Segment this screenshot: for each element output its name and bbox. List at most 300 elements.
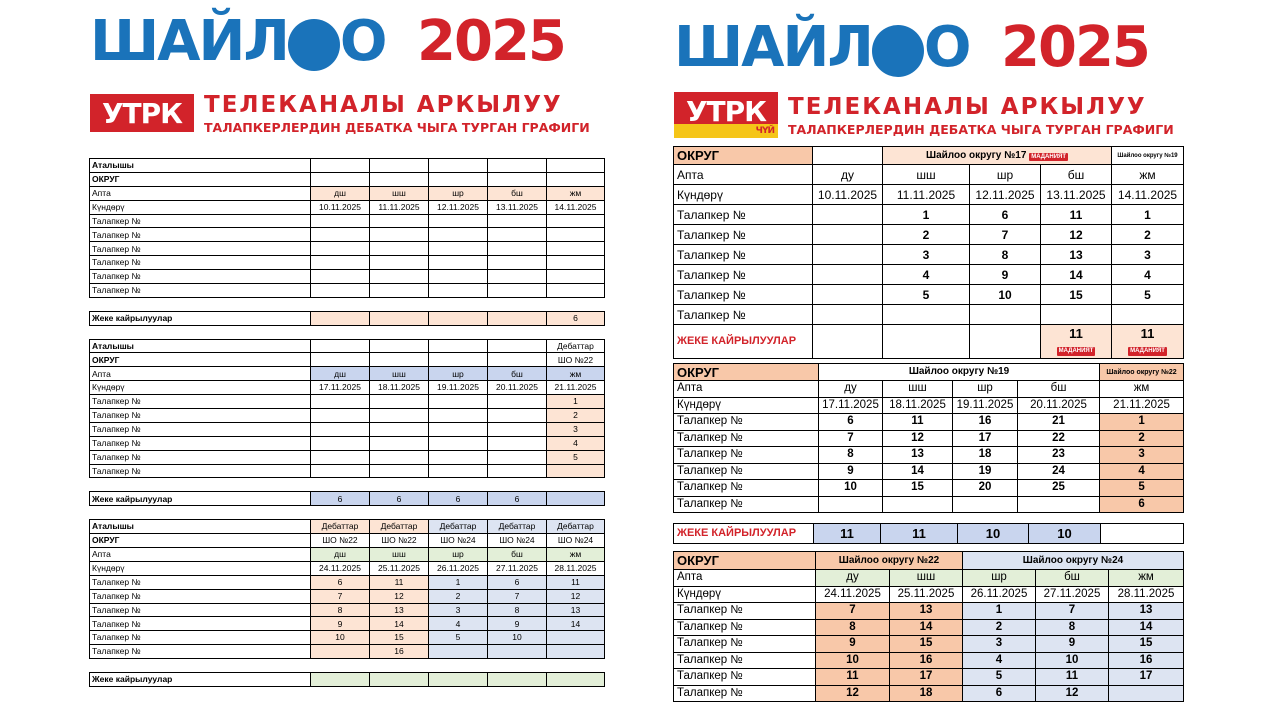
table-cell: 25.11.2025: [890, 586, 963, 603]
table-cell: 5: [429, 631, 488, 645]
table-cell: ду: [813, 165, 883, 185]
table-cell: бш: [488, 186, 547, 200]
table-cell: Дебаттар: [547, 339, 605, 353]
table-cell: 1: [1100, 414, 1184, 431]
table-cell: Апта: [90, 547, 311, 561]
table-cell: 14: [890, 619, 963, 636]
table-cell: 18.11.2025: [883, 397, 953, 414]
left-schedule-table: [89, 158, 605, 687]
table-cell: 5: [883, 285, 970, 305]
table-cell: Дебаттар: [370, 520, 429, 534]
table-cell: 11 МАДАНИЯТ: [1112, 325, 1184, 359]
table-cell: [488, 311, 547, 325]
table-row: [90, 547, 605, 561]
table-cell: 11: [1041, 205, 1112, 225]
table-cell: 3: [883, 245, 970, 265]
table-cell: Талапкер №: [674, 430, 819, 447]
table-cell: [429, 228, 488, 242]
table-row: [674, 185, 1184, 205]
table-cell: Талапкер №: [90, 242, 311, 256]
table-cell: Талапкер №: [90, 395, 311, 409]
table-cell: 11.11.2025: [370, 200, 429, 214]
table-row: [90, 478, 605, 492]
table-cell: 13.11.2025: [488, 200, 547, 214]
table-cell: [90, 297, 311, 311]
table-cell: [1109, 685, 1184, 702]
table-row: [90, 339, 605, 353]
table-cell: 8: [819, 447, 883, 464]
table-row: [674, 205, 1184, 225]
table-cell: [488, 436, 547, 450]
table-cell: [370, 270, 429, 284]
table-row: [674, 447, 1184, 464]
table-cell: [311, 256, 370, 270]
table-cell: 2: [429, 589, 488, 603]
table-cell: [488, 214, 547, 228]
table-row: [674, 430, 1184, 447]
table-cell: [429, 172, 488, 186]
table-cell: [429, 422, 488, 436]
table-cell: Жеке кайрылуулар: [90, 492, 311, 506]
table-cell: 7: [488, 589, 547, 603]
table-cell: [311, 339, 370, 353]
table-cell: 3: [963, 636, 1036, 653]
table-cell: [429, 450, 488, 464]
table-cell: [547, 506, 605, 520]
table-cell: [429, 297, 488, 311]
title-year: 2025: [417, 9, 565, 74]
table-cell: [488, 353, 547, 367]
table-cell: [488, 422, 547, 436]
table-cell: [429, 464, 488, 478]
table-cell: 10: [958, 524, 1029, 544]
table-cell: [311, 214, 370, 228]
table-cell: Талапкер №: [90, 422, 311, 436]
table-cell: 16: [1109, 652, 1184, 669]
table-cell: дш: [311, 367, 370, 381]
table-cell: [429, 353, 488, 367]
table-cell: [488, 339, 547, 353]
table-cell: Күндөрү: [674, 397, 819, 414]
table-row: [90, 284, 605, 298]
table-cell: 10: [311, 631, 370, 645]
table-row: [674, 685, 1184, 702]
table-cell: [970, 305, 1041, 325]
table-cell: [813, 265, 883, 285]
table-cell: [429, 284, 488, 298]
table-cell: 14.11.2025: [547, 200, 605, 214]
table-row: [674, 586, 1184, 603]
table-cell: 8: [816, 619, 890, 636]
table-cell: [311, 172, 370, 186]
table-cell: 28.11.2025: [547, 561, 605, 575]
table-cell: [429, 214, 488, 228]
table-cell: Аталышы: [90, 159, 311, 173]
table-cell: шш: [890, 570, 963, 587]
table-cell: 14.11.2025: [1112, 185, 1184, 205]
table-cell: [311, 478, 370, 492]
table-row: [90, 172, 605, 186]
table-cell: 10.11.2025: [813, 185, 883, 205]
table-row: [90, 645, 605, 659]
table-cell: 11: [1036, 669, 1109, 686]
table-cell: 25: [1018, 480, 1100, 497]
table-cell: Талапкер №: [674, 245, 813, 265]
table-row: [90, 214, 605, 228]
table-cell: Талапкер №: [674, 285, 813, 305]
table-cell: шр: [953, 381, 1018, 398]
table-cell: [813, 245, 883, 265]
table-cell: [488, 284, 547, 298]
table-cell: ШО №22: [547, 353, 605, 367]
table-cell: [90, 506, 311, 520]
left-title: ШАЙЛ О 2025: [90, 9, 565, 74]
table-row: [90, 422, 605, 436]
table-cell: Шайлоо округу №19: [819, 364, 1100, 381]
table-cell: [370, 228, 429, 242]
table-cell: 7: [816, 603, 890, 620]
table-cell: 11: [814, 524, 881, 544]
table-cell: 10: [1029, 524, 1101, 544]
table-cell: [547, 631, 605, 645]
table-cell: Талапкер №: [90, 603, 311, 617]
table-cell: 6: [488, 492, 547, 506]
table-cell: 10.11.2025: [311, 200, 370, 214]
table-cell: [488, 409, 547, 423]
table-cell: Талапкер №: [90, 589, 311, 603]
table-cell: Талапкер №: [90, 575, 311, 589]
table-cell: [370, 172, 429, 186]
table-cell: [370, 478, 429, 492]
table-cell: [813, 325, 883, 359]
table-cell: 12: [370, 589, 429, 603]
table-row: [90, 436, 605, 450]
table-cell: [547, 270, 605, 284]
right-schedule-table-3: [673, 551, 1184, 702]
table-cell: 2: [547, 409, 605, 423]
table-cell: [547, 214, 605, 228]
table-cell: 11: [816, 669, 890, 686]
table-cell: 4: [963, 652, 1036, 669]
table-cell: 20: [953, 480, 1018, 497]
table-cell: [488, 659, 547, 673]
table-cell: [370, 311, 429, 325]
table-row: [674, 524, 1184, 544]
table-row: [674, 364, 1184, 381]
table-cell: жм: [547, 547, 605, 561]
table-cell: шр: [429, 547, 488, 561]
table-row: [90, 409, 605, 423]
table-cell: [813, 147, 883, 165]
table-cell: [970, 325, 1041, 359]
table-cell: [429, 325, 488, 339]
table-row: [674, 414, 1184, 431]
table-cell: [370, 353, 429, 367]
table-cell: ОКРУГ: [674, 364, 819, 381]
table-cell: Талапкер №: [90, 617, 311, 631]
table-cell: 24: [1018, 463, 1100, 480]
table-cell: 1: [883, 205, 970, 225]
table-cell: [488, 228, 547, 242]
subtitle-line1: ТЕЛЕКАНАЛЫ АРКЫЛУУ: [204, 92, 563, 118]
table-cell: ОКРУГ: [674, 552, 816, 570]
table-cell: 16: [890, 652, 963, 669]
table-row: [90, 325, 605, 339]
table-cell: [1112, 305, 1184, 325]
table-cell: ОКРУГ: [90, 172, 311, 186]
table-cell: Талапкер №: [674, 480, 819, 497]
table-cell: 13: [370, 603, 429, 617]
table-row: [90, 464, 605, 478]
table-cell: Талапкер №: [674, 414, 819, 431]
table-cell: [488, 464, 547, 478]
table-cell: 13: [1109, 603, 1184, 620]
table-cell: [311, 325, 370, 339]
table-row: [90, 242, 605, 256]
table-cell: [813, 305, 883, 325]
table-row: [674, 669, 1184, 686]
table-cell: [819, 496, 883, 513]
table-cell: [311, 159, 370, 173]
table-cell: 15: [890, 636, 963, 653]
table-cell: шш: [370, 547, 429, 561]
table-cell: 7: [819, 430, 883, 447]
table-cell: Талапкер №: [90, 409, 311, 423]
table-cell: [311, 409, 370, 423]
table-cell: 17: [953, 430, 1018, 447]
table-cell: Талапкер №: [90, 270, 311, 284]
table-cell: [547, 159, 605, 173]
table-row: [90, 270, 605, 284]
table-row: [90, 492, 605, 506]
table-cell: шш: [883, 381, 953, 398]
table-cell: [370, 339, 429, 353]
table-cell: 6: [429, 492, 488, 506]
table-cell: 15: [1109, 636, 1184, 653]
table-cell: [429, 395, 488, 409]
table-cell: Дебаттар: [547, 520, 605, 534]
table-cell: жм: [1109, 570, 1184, 587]
table-cell: 6: [547, 311, 605, 325]
table-cell: [370, 506, 429, 520]
table-cell: [370, 409, 429, 423]
table-cell: 12.11.2025: [429, 200, 488, 214]
table-cell: жм: [1100, 381, 1184, 398]
table-row: [90, 659, 605, 673]
table-cell: [311, 228, 370, 242]
table-cell: 2: [963, 619, 1036, 636]
table-cell: Талапкер №: [90, 284, 311, 298]
table-cell: 15: [883, 480, 953, 497]
table-cell: 19: [953, 463, 1018, 480]
table-cell: 4: [883, 265, 970, 285]
table-cell: 14: [547, 617, 605, 631]
table-cell: [311, 353, 370, 367]
table-row: [674, 265, 1184, 285]
table-cell: Талапкер №: [674, 463, 819, 480]
table-row: [674, 397, 1184, 414]
table-cell: 18.11.2025: [370, 381, 429, 395]
table-cell: [547, 464, 605, 478]
table-cell: [429, 672, 488, 686]
election-logo-icon: [288, 19, 340, 71]
table-cell: 19.11.2025: [429, 381, 488, 395]
table-cell: жм: [547, 367, 605, 381]
table-cell: 16: [953, 414, 1018, 431]
table-cell: 9: [311, 617, 370, 631]
table-cell: 3: [1112, 245, 1184, 265]
table-cell: [429, 506, 488, 520]
table-cell: 8: [311, 603, 370, 617]
table-cell: [311, 242, 370, 256]
table-cell: 4: [1112, 265, 1184, 285]
table-cell: 4: [1100, 463, 1184, 480]
table-cell: 18: [953, 447, 1018, 464]
table-row: [90, 311, 605, 325]
table-cell: Апта: [674, 570, 816, 587]
right-schedule-table-1: [673, 146, 1184, 359]
table-row: [90, 589, 605, 603]
table-cell: ОКРУГ: [90, 353, 311, 367]
table-cell: [370, 325, 429, 339]
table-cell: [429, 659, 488, 673]
table-row: [674, 381, 1184, 398]
table-row: [90, 617, 605, 631]
table-cell: 8: [488, 603, 547, 617]
table-cell: [311, 436, 370, 450]
table-cell: [311, 645, 370, 659]
table-row: [674, 636, 1184, 653]
table-cell: Апта: [90, 186, 311, 200]
table-cell: 6: [970, 205, 1041, 225]
table-cell: [311, 659, 370, 673]
table-cell: 2: [883, 225, 970, 245]
table-cell: 17.11.2025: [819, 397, 883, 414]
table-cell: [488, 242, 547, 256]
table-cell: Дебаттар: [311, 520, 370, 534]
table-row: [90, 200, 605, 214]
table-cell: [813, 285, 883, 305]
table-cell: Талапкер №: [674, 619, 816, 636]
table-cell: 27.11.2025: [1036, 586, 1109, 603]
table-cell: 1: [963, 603, 1036, 620]
table-cell: [90, 659, 311, 673]
table-cell: [883, 305, 970, 325]
table-cell: [547, 659, 605, 673]
table-cell: 20.11.2025: [488, 381, 547, 395]
table-cell: ОКРУГ: [674, 147, 813, 165]
table-cell: Талапкер №: [90, 645, 311, 659]
table-cell: 4: [429, 617, 488, 631]
left-header: [90, 9, 610, 139]
table-cell: Шайлоо округу №24: [963, 552, 1184, 570]
table-cell: 7: [311, 589, 370, 603]
election-logo-icon: [872, 25, 924, 77]
table-cell: 3: [1100, 447, 1184, 464]
table-cell: 10: [1036, 652, 1109, 669]
table-cell: [311, 422, 370, 436]
table-cell: ШО №24: [547, 534, 605, 548]
table-cell: 3: [547, 422, 605, 436]
table-cell: 6: [311, 575, 370, 589]
table-cell: 14: [883, 463, 953, 480]
table-row: [674, 225, 1184, 245]
table-cell: 10: [970, 285, 1041, 305]
table-cell: 12: [1036, 685, 1109, 702]
table-cell: [547, 228, 605, 242]
table-cell: [429, 409, 488, 423]
table-cell: 1: [1112, 205, 1184, 225]
table-cell: [311, 450, 370, 464]
table-cell: [311, 672, 370, 686]
table-cell: 2: [1100, 430, 1184, 447]
table-row: [674, 245, 1184, 265]
table-cell: Талапкер №: [674, 685, 816, 702]
table-cell: 18: [890, 685, 963, 702]
table-cell: 5: [547, 450, 605, 464]
table-cell: [883, 496, 953, 513]
table-cell: [547, 672, 605, 686]
table-cell: [488, 395, 547, 409]
table-cell: [488, 270, 547, 284]
table-cell: 1: [429, 575, 488, 589]
table-cell: 6: [1100, 496, 1184, 513]
table-cell: 8: [970, 245, 1041, 265]
table-cell: Апта: [674, 381, 819, 398]
table-row: [674, 496, 1184, 513]
table-cell: 9: [1036, 636, 1109, 653]
table-cell: ЖЕКЕ КАЙРЫЛУУЛАР: [674, 325, 813, 359]
table-cell: 25.11.2025: [370, 561, 429, 575]
table-cell: ШО №22: [311, 534, 370, 548]
table-cell: Шайлоо округу №22: [816, 552, 963, 570]
table-cell: 23: [1018, 447, 1100, 464]
table-cell: 26.11.2025: [963, 586, 1036, 603]
table-cell: бш: [1041, 165, 1112, 185]
table-cell: шр: [963, 570, 1036, 587]
table-cell: 2: [1112, 225, 1184, 245]
title-shailoo: ШАЙЛ: [90, 9, 288, 74]
table-row: [90, 672, 605, 686]
table-cell: 4: [547, 436, 605, 450]
table-cell: [311, 311, 370, 325]
table-cell: ОКРУГ: [90, 534, 311, 548]
table-cell: Талапкер №: [90, 228, 311, 242]
table-cell: 11: [881, 524, 958, 544]
table-cell: Талапкер №: [674, 496, 819, 513]
table-row: [674, 325, 1184, 359]
table-cell: 27.11.2025: [488, 561, 547, 575]
table-row: [90, 575, 605, 589]
table-cell: 11: [547, 575, 605, 589]
table-row: [674, 480, 1184, 497]
table-cell: 8: [1036, 619, 1109, 636]
table-cell: Талапкер №: [90, 464, 311, 478]
table-cell: 12: [547, 589, 605, 603]
table-cell: [370, 242, 429, 256]
table-cell: [547, 645, 605, 659]
table-cell: [547, 478, 605, 492]
table-cell: [429, 645, 488, 659]
table-cell: жм: [547, 186, 605, 200]
table-cell: [488, 325, 547, 339]
table-cell: 13: [890, 603, 963, 620]
table-row: [674, 619, 1184, 636]
table-cell: Талапкер №: [674, 652, 816, 669]
table-cell: Шайлоо округу №22: [1100, 364, 1184, 381]
table-cell: Жеке кайрылуулар: [90, 672, 311, 686]
table-cell: [370, 436, 429, 450]
